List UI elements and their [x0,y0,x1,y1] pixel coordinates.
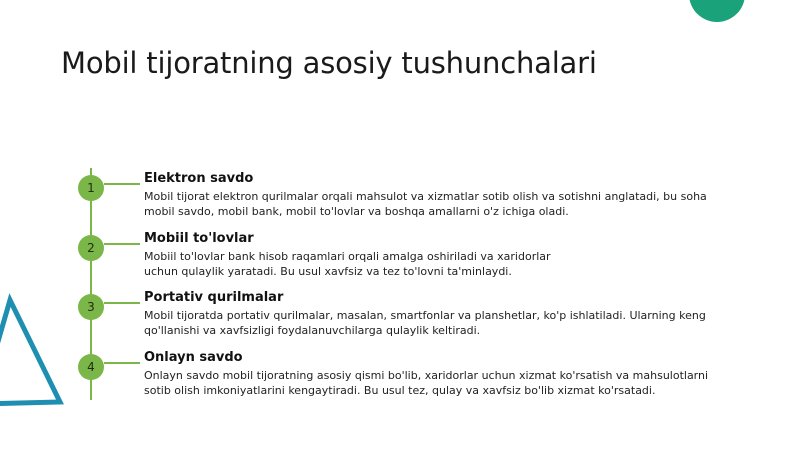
step-description: Mobil tijorat elektron qurilmalar orqali mahsulot va xizmatlar sotib olish va sotishni anglatadi, bu soha mobil savdo, mobil bank, mobil to'lovlar va boshqa amallarni o'z ichiga oladi. [144,190,707,218]
step-connector [104,243,140,245]
step-connector [104,362,140,364]
step-number-badge: 2 [78,235,104,261]
step-description: Mobiil to'lovlar bank hisob raqamlari orqali amalga oshiriladi va xaridorlar uchun qulaylik yaratadi. Bu usul xavfsiz va tez to'lovni ta'minlaydi. [144,250,551,278]
decorative-circle [689,0,745,22]
step-description: Mobil tijoratda portativ qurilmalar, masalan, smartfonlar va planshetlar, ko'p ishlatiladi. Ularning keng qo'llanishi va xavfsizligi foydalanuvchilarga qulaylik keltiradi. [144,309,706,337]
step-number-badge: 1 [78,175,104,201]
step-connector [104,183,140,185]
step-title: Elektron savdo [144,171,254,186]
step-number-badge: 3 [78,294,104,320]
step-title: Onlayn savdo [144,350,243,365]
step-number-badge: 4 [78,354,104,380]
step-title: Mobiil to'lovlar [144,231,254,246]
slide-title: Mobil tijoratning asosiy tushunchalari [61,46,597,80]
decorative-triangle [0,286,70,416]
step-title: Portativ qurilmalar [144,290,284,305]
step-description: Onlayn savdo mobil tijoratning asosiy qismi bo'lib, xaridorlar uchun xizmat ko'rsatish va mahsulotlarni sotib olish imkoniyatlarini kengaytiradi. Bu usul tez, qulay va xavfsiz bo'lib xizmat ko'rsatadi. [144,369,709,397]
step-connector [104,302,140,304]
